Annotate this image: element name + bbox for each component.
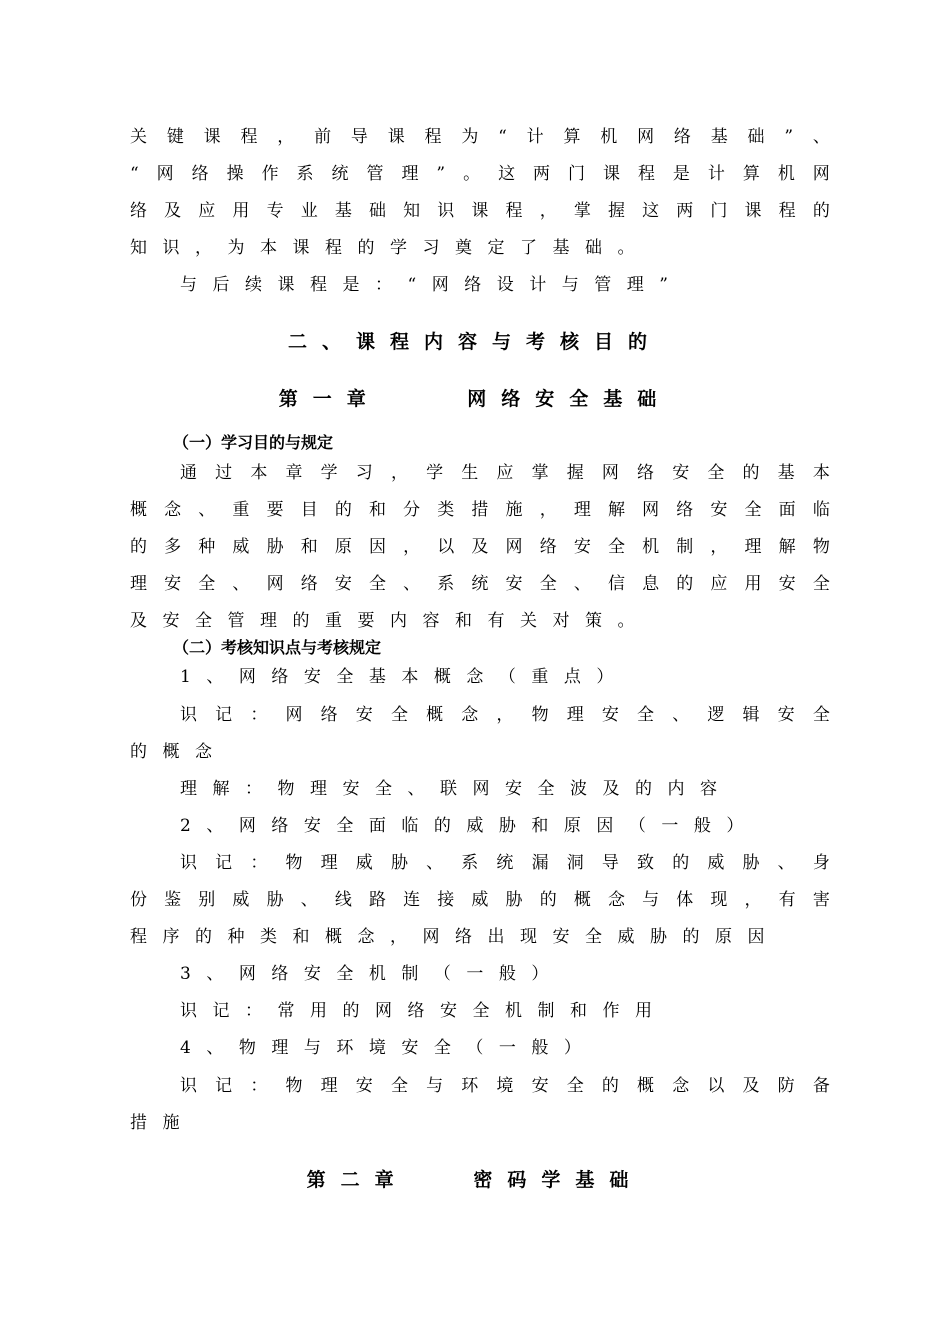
list-item: 4、物理与环境安全（一般） (180, 1038, 597, 1058)
chapter-heading: 第一章 网络安全基础 (278, 388, 672, 410)
subsection-heading: （二）考核知识点与考核规定 (173, 638, 382, 657)
paragraph-line: 程序的种类和概念，网络出现安全威胁的原因 (130, 927, 780, 947)
list-item: 3、网络安全机制（一般） (180, 964, 564, 984)
paragraph-line: 及安全管理的重要内容和有关对策。 (130, 611, 650, 631)
list-item: 1、网络安全基本概念（重点） (180, 667, 629, 687)
paragraph-line: 络 及 应 用 专 业 基 础 知 识 课 程 ， 掌 握 这 两 门 课 程 的 (130, 201, 830, 221)
paragraph-line: 识记：常用的网络安全机制和作用 (180, 1001, 668, 1021)
paragraph-line: 关 键 课 程 ， 前 导 课 程 为 “ 计 算 机 网 络 基 础 ” 、 (130, 127, 830, 147)
paragraph-line: 识 记 ： 物 理 威 胁 、 系 统 漏 洞 导 致 的 威 胁 、 身 (180, 853, 830, 873)
paragraph-line: 知识，为本课程的学习奠定了基础。 (130, 238, 650, 258)
list-item: 2、网络安全面临的威胁和原因（一般） (180, 816, 759, 836)
paragraph-line: 识 记 ： 网 络 安 全 概 念 ， 物 理 安 全 、 逻 辑 安 全 (180, 705, 830, 725)
paragraph-line: 概 念 、 重 要 目 的 和 分 类 措 施 ， 理 解 网 络 安 全 面 临 (130, 500, 830, 520)
paragraph-line: “ 网 络 操 作 系 统 管 理 ” 。 这 两 门 课 程 是 计 算 机 网 (130, 164, 830, 184)
chapter-heading: 第二章 密码学基础 (306, 1169, 644, 1191)
subsection-heading: （一）学习目的与规定 (173, 433, 334, 452)
paragraph-line: 与后续课程是：“网络设计与管理” (180, 275, 684, 295)
paragraph-line: 理 安 全 、 网 络 安 全 、 系 统 安 全 、 信 息 的 应 用 安 全 (130, 574, 830, 594)
paragraph-line: 份 鉴 别 威 胁 、 线 路 连 接 威 胁 的 概 念 与 体 现 ， 有 害 (130, 890, 830, 910)
paragraph-line: 的 多 种 威 胁 和 原 因 ， 以 及 网 络 安 全 机 制 ， 理 解 物 (130, 537, 830, 557)
paragraph-line: 通 过 本 章 学 习 ， 学 生 应 掌 握 网 络 安 全 的 基 本 (180, 463, 830, 483)
paragraph-line: 识 记 ： 物 理 安 全 与 环 境 安 全 的 概 念 以 及 防 备 (180, 1076, 830, 1096)
section-heading: 二、课程内容与考核目的 (287, 331, 662, 353)
paragraph-line: 的概念 (130, 742, 228, 762)
paragraph-line: 措施 (130, 1113, 195, 1133)
paragraph-line: 理解：物理安全、联网安全波及的内容 (180, 779, 733, 799)
